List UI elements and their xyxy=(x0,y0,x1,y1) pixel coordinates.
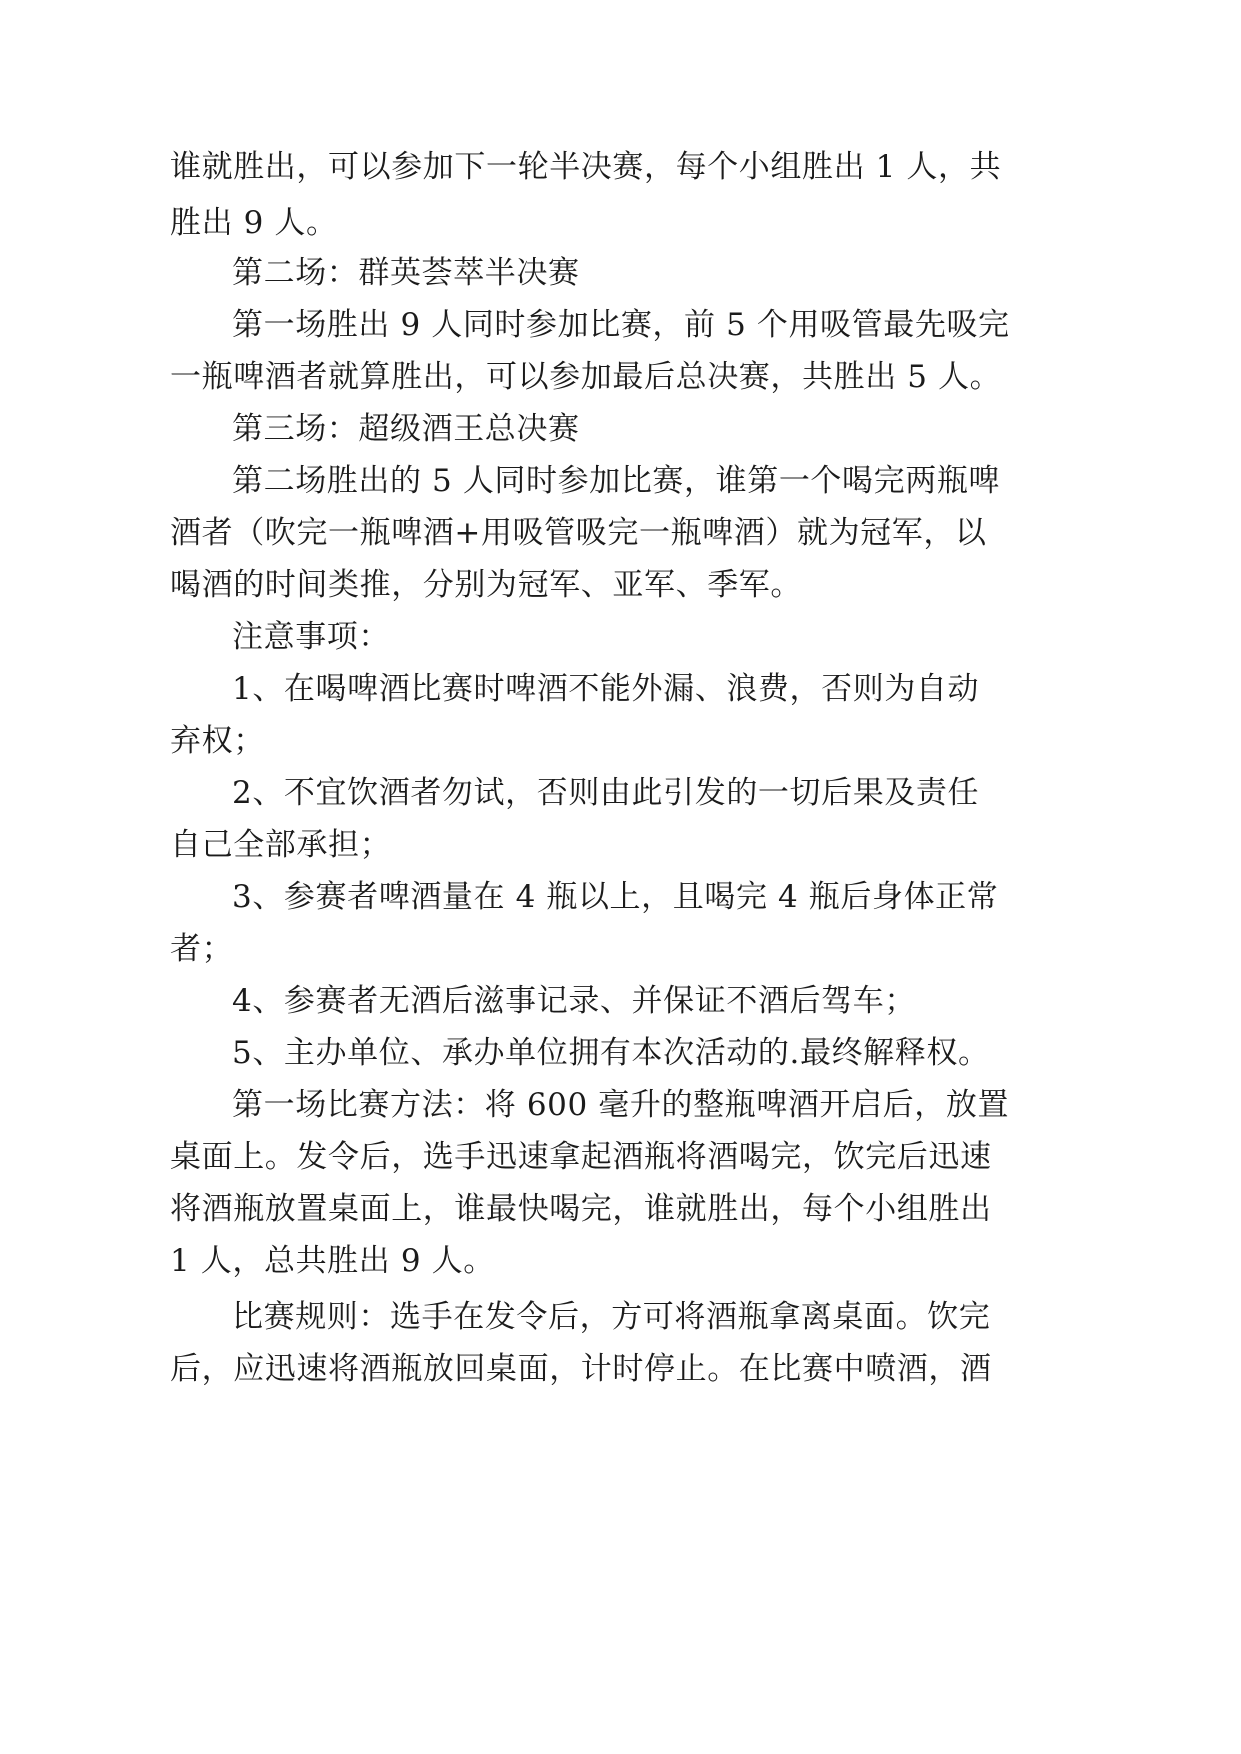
text-line: 弃权； xyxy=(170,723,265,759)
text-line: 喝酒的时间类推，分别为冠军、亚军、季军。 xyxy=(170,567,802,603)
section-heading: 注意事项： xyxy=(232,619,390,655)
text-line: 将酒瓶放置桌面上，谁最快喝完，谁就胜出，每个小组胜出 xyxy=(170,1191,992,1227)
text-line: 酒者（吹完一瓶啤酒+用吸管吸完一瓶啤酒）就为冠军，以 xyxy=(170,515,987,551)
text-line: 自己全部承担； xyxy=(170,827,392,863)
text-line: 一瓶啤酒者就算胜出，可以参加最后总决赛，共胜出 5 人。 xyxy=(170,359,1002,395)
text-line: 第二场胜出的 5 人同时参加比赛，谁第一个喝完两瓶啤 xyxy=(232,463,1001,499)
list-item: 5、主办单位、承办单位拥有本次活动的.最终解释权。 xyxy=(232,1035,990,1071)
section-heading: 第三场：超级酒王总决赛 xyxy=(232,411,580,447)
text-line: 桌面上。发令后，选手迅速拿起酒瓶将酒喝完，饮完后迅速 xyxy=(170,1139,992,1175)
list-item: 3、参赛者啤酒量在 4 瓶以上，且喝完 4 瓶后身体正常 xyxy=(232,879,999,915)
list-item: 4、参赛者无酒后滋事记录、并保证不酒后驾车； xyxy=(232,983,916,1019)
list-item: 2、不宜饮酒者勿试，否则由此引发的一切后果及责任 xyxy=(232,775,980,811)
text-line: 比赛规则：选手在发令后，方可将酒瓶拿离桌面。饮完 xyxy=(232,1299,991,1335)
text-line: 第一场胜出 9 人同时参加比赛，前 5 个用吸管最先吸完 xyxy=(232,307,1010,343)
text-line: 1 人，总共胜出 9 人。 xyxy=(170,1243,495,1279)
text-line: 者； xyxy=(170,931,234,967)
section-heading: 第二场：群英荟萃半决赛 xyxy=(232,255,580,291)
list-item: 1、在喝啤酒比赛时啤酒不能外漏、浪费，否则为自动 xyxy=(232,671,980,707)
text-line: 谁就胜出，可以参加下一轮半决赛，每个小组胜出 1 人，共 xyxy=(170,149,1002,185)
text-line: 后，应迅速将酒瓶放回桌面，计时停止。在比赛中喷酒，酒 xyxy=(170,1351,992,1387)
text-line: 胜出 9 人。 xyxy=(170,205,338,241)
text-line: 第一场比赛方法：将 600 毫升的整瓶啤酒开启后，放置 xyxy=(232,1087,1010,1123)
